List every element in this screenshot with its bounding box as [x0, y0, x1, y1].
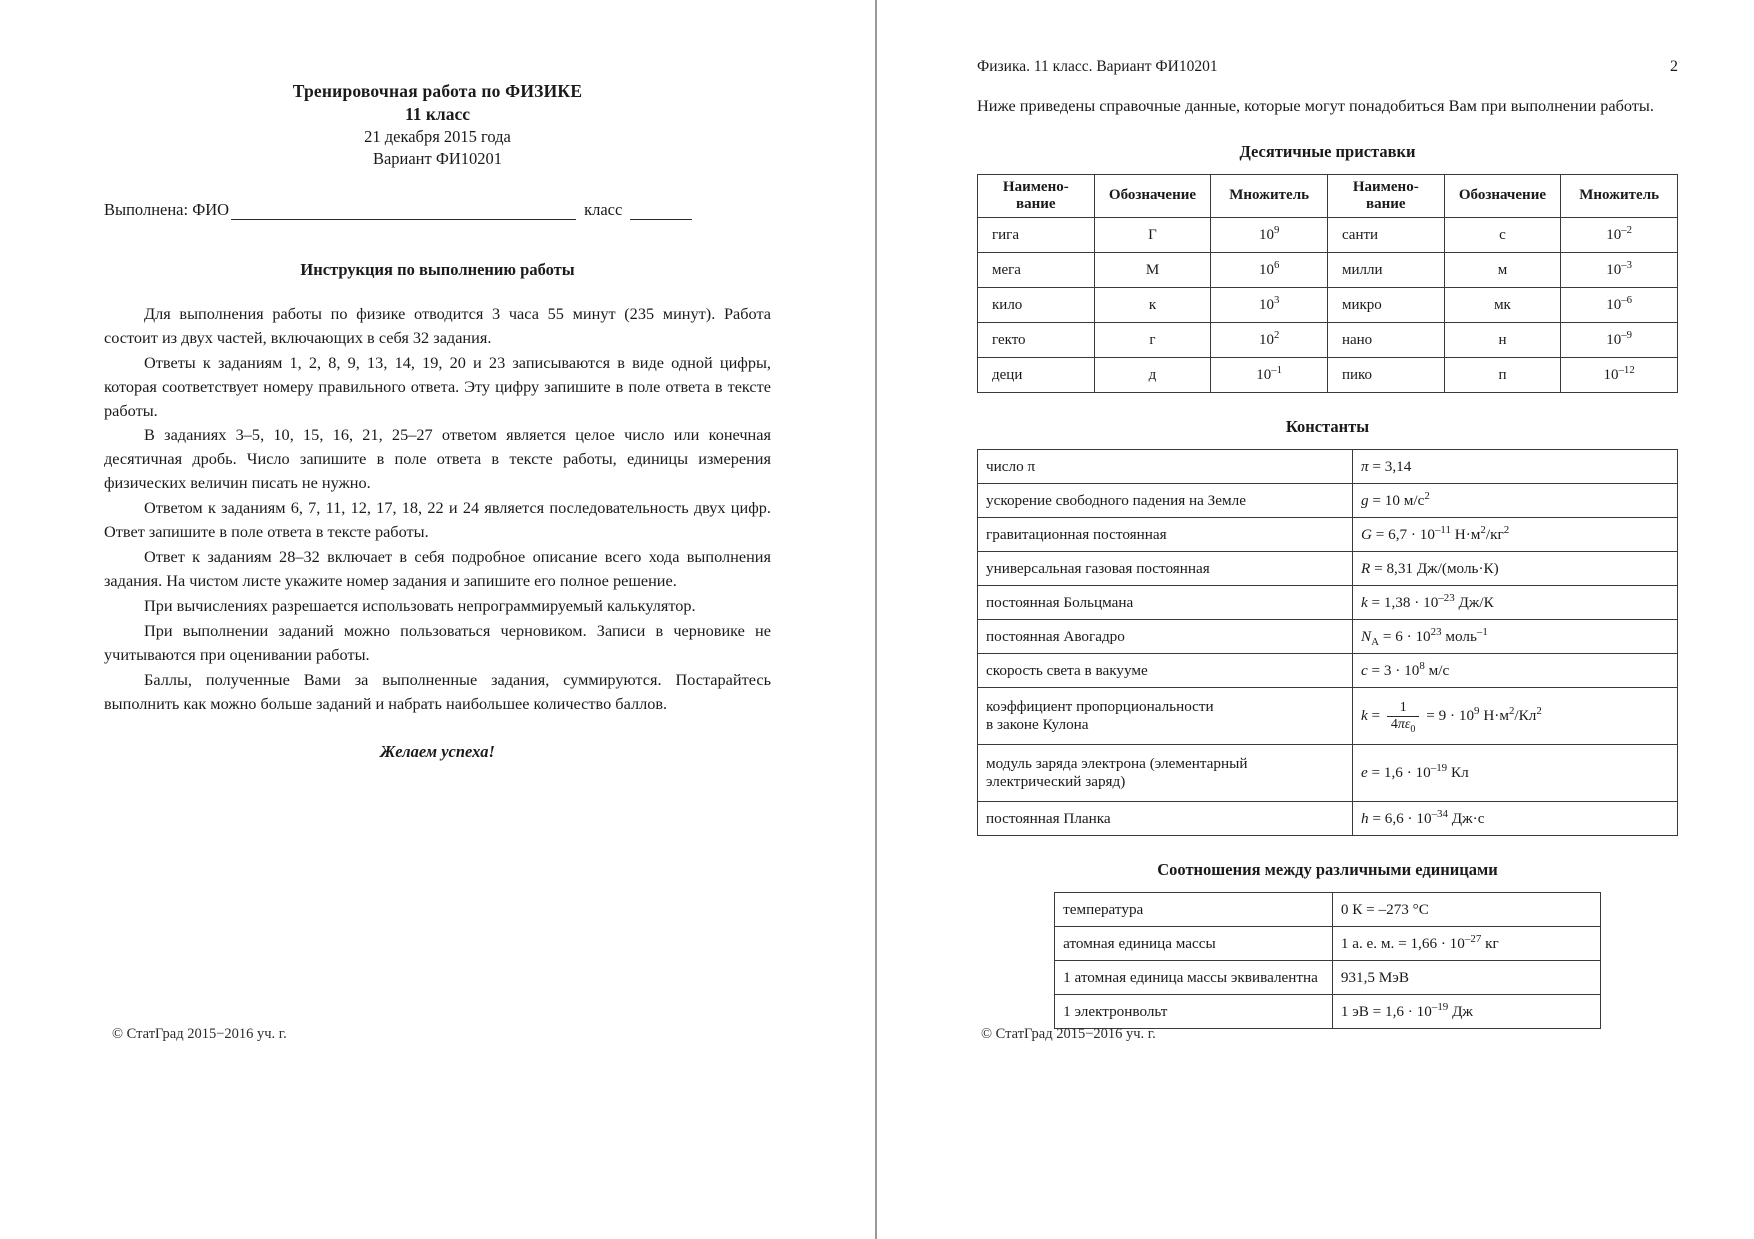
- prefix-name: кило: [978, 288, 1095, 323]
- table-row: [978, 218, 1678, 253]
- table-row: [978, 620, 1678, 654]
- prefix-name: санти: [1327, 218, 1444, 253]
- prefix-name: пико: [1327, 358, 1444, 393]
- prefix-name: микро: [1327, 288, 1444, 323]
- wish-text: Желаем успеха!: [380, 741, 495, 761]
- prefix-symbol: к: [1094, 288, 1211, 323]
- prefix-name: гекто: [978, 323, 1095, 358]
- table-row: [978, 552, 1678, 586]
- table-row: [978, 450, 1678, 484]
- prefix-multiplier: $10^{-3}$: [1561, 253, 1678, 288]
- table-row: [978, 654, 1678, 688]
- col-name-1: Наимено- вание: [978, 174, 1095, 218]
- table-row: [1055, 995, 1601, 1029]
- class-input-rule[interactable]: [630, 206, 692, 220]
- constant-value: $e = 1,6 \cdot 10^{-19}$ Кл: [1353, 745, 1678, 802]
- prefix-symbol: г: [1094, 323, 1211, 358]
- relations-table: [1054, 892, 1601, 1029]
- prefix-name: деци: [978, 358, 1095, 393]
- constant-label: коэффициент пропорциональности в законе Кулона: [978, 688, 1353, 745]
- instruction-paragraph: Ответ к заданиям 28–32 включает в себя подробное описание всего хода выполнения задания. На чистом листе укажите номер задания и запишите его полное решение.: [104, 547, 771, 591]
- prefix-symbol: м: [1444, 253, 1561, 288]
- instruction-paragraph: При выполнении заданий можно пользоваться черновиком. Записи в черновике не учитываются при оценивании работы.: [104, 621, 771, 665]
- prefix-multiplier: $10^{-2}$: [1561, 218, 1678, 253]
- prefix-multiplier: $10^3$: [1211, 288, 1328, 323]
- constant-value: $c = 3 \cdot 10^8$ м/с: [1353, 654, 1678, 688]
- col-multiplier-2: Множитель: [1561, 174, 1678, 218]
- instruction-paragraph: При вычислениях разрешается использовать непрограммируемый калькулятор.: [144, 596, 696, 616]
- prefix-symbol: М: [1094, 253, 1211, 288]
- table-row: [1055, 927, 1601, 961]
- prefix-name: милли: [1327, 253, 1444, 288]
- title-block: [104, 80, 771, 170]
- constant-label: постоянная Больцмана: [978, 586, 1353, 620]
- instruction-paragraph: Для выполнения работы по физике отводится 3 часа 55 минут (235 минут). Работа состоит из двух частей, включающих в себя 32 задания.: [104, 303, 771, 347]
- table-row: [1055, 893, 1601, 927]
- col-multiplier-1: Множитель: [1211, 174, 1328, 218]
- relation-label: атомная единица массы: [1055, 927, 1333, 961]
- relation-label: температура: [1055, 893, 1333, 927]
- title-class: 11 класс: [404, 104, 471, 125]
- fio-input-rule[interactable]: [231, 206, 576, 220]
- constant-value: $N_A = 6 \cdot 10^{23}$ моль$^{-1}$: [1353, 620, 1678, 654]
- constant-label: постоянная Планка: [978, 802, 1353, 836]
- relation-label: 1 электронвольт: [1055, 995, 1333, 1029]
- col-symbol-1: Обозначение: [1094, 174, 1211, 218]
- instruction-heading: Инструкция по выполнению работы: [300, 259, 575, 279]
- instruction-paragraph: Ответом к заданиям 6, 7, 11, 12, 17, 18, 22 и 24 является последовательность двух цифр. Ответ запишите в поле ответа в тексте работы.: [104, 498, 771, 542]
- table-row: [978, 253, 1678, 288]
- prefix-multiplier: $10^6$: [1211, 253, 1328, 288]
- table-row: [1055, 961, 1601, 995]
- footer-left: © СтатГрад 2015−2016 уч. г.: [112, 1026, 287, 1042]
- constant-label: ускорение свободного падения на Земле: [978, 484, 1353, 518]
- table-header-row: [978, 174, 1678, 218]
- prefix-multiplier: $10^2$: [1211, 323, 1328, 358]
- constant-label: скорость света в вакууме: [978, 654, 1353, 688]
- constants-table: [977, 449, 1678, 836]
- col-symbol-2: Обозначение: [1444, 174, 1561, 218]
- prefix-name: гига: [978, 218, 1095, 253]
- fio-label: Выполнена: ФИО: [104, 199, 230, 219]
- constant-label: универсальная газовая постоянная: [978, 552, 1353, 586]
- prefix-symbol: н: [1444, 323, 1561, 358]
- prefix-multiplier: $10^{-9}$: [1561, 323, 1678, 358]
- table-row: [978, 358, 1678, 393]
- page-number: 2: [1670, 58, 1678, 75]
- constant-value: $k = 1,38 \cdot 10^{-23}$ Дж/К: [1353, 586, 1678, 620]
- table-row: [978, 745, 1678, 802]
- table-row: [978, 323, 1678, 358]
- prefix-multiplier: $10^9$: [1211, 218, 1328, 253]
- prefix-symbol: п: [1444, 358, 1561, 393]
- prefix-multiplier: $10^{-6}$: [1561, 288, 1678, 323]
- constant-label: постоянная Авогадро: [978, 620, 1353, 654]
- prefix-symbol: мк: [1444, 288, 1561, 323]
- title-date: 21 декабря 2015 года: [364, 127, 511, 147]
- table-row: [978, 802, 1678, 836]
- table-row: [978, 688, 1678, 745]
- instruction-body: [104, 302, 771, 716]
- prefix-name: мега: [978, 253, 1095, 288]
- constant-value: π = 3,14: [1353, 450, 1678, 484]
- prefix-name: нано: [1327, 323, 1444, 358]
- footer-right: © СтатГрад 2015−2016 уч. г.: [981, 1026, 1156, 1042]
- constants-heading: Константы: [1285, 417, 1370, 437]
- prefix-symbol: д: [1094, 358, 1211, 393]
- table-row: [978, 586, 1678, 620]
- table-row: [978, 484, 1678, 518]
- prefix-multiplier: $10^{-1}$: [1211, 358, 1328, 393]
- col-name-2: Наимено- вание: [1327, 174, 1444, 218]
- running-header: [977, 58, 1678, 76]
- constant-label: гравитационная постоянная: [978, 518, 1353, 552]
- decimal-prefixes-table: [977, 174, 1678, 394]
- prefix-multiplier: $10^{-12}$: [1561, 358, 1678, 393]
- constant-label: модуль заряда электрона (элементарный электрический заряд): [978, 745, 1353, 802]
- instruction-paragraph: Баллы, полученные Вами за выполненные задания, суммируются. Постарайтесь выполнить как можно больше заданий и набрать наибольшее количество баллов.: [104, 670, 771, 713]
- instruction-paragraph: В заданиях 3–5, 10, 15, 16, 21, 25–27 ответом является целое число или конечная десятичная дробь. Число запишите в поле ответа в тексте работы, единицы измерения физических величин писать не нужно.: [104, 425, 771, 493]
- relation-value: 931,5 МэВ: [1332, 961, 1600, 995]
- class-label: класс: [584, 199, 623, 219]
- relation-label: 1 атомная единица массы эквивалентна: [1055, 961, 1333, 995]
- intro-text: Ниже приведены справочные данные, которые могут понадобиться Вам при выполнении работы.: [977, 96, 1654, 115]
- fio-line: [104, 200, 771, 220]
- constant-label: число π: [978, 450, 1353, 484]
- constant-value: R = 8,31 Дж/(моль·К): [1353, 552, 1678, 586]
- relation-value: 1 а. е. м. = $1,66 \cdot 10^{-27}$ кг: [1332, 927, 1600, 961]
- prefixes-heading: Десятичные приставки: [1239, 141, 1416, 161]
- prefix-symbol: с: [1444, 218, 1561, 253]
- relations-heading: Соотношения между различными единицами: [1157, 860, 1498, 880]
- constant-value: k = $\frac{1}{4\pi\varepsilon_0}$ = $9 \cdot 10^9$ $Н\cdot м^2/Кл^2$: [1353, 688, 1678, 745]
- page-title: Тренировочная работа по ФИЗИКЕ: [292, 81, 583, 101]
- table-row: [978, 518, 1678, 552]
- instruction-paragraph: Ответы к заданиям 1, 2, 8, 9, 13, 14, 19, 20 и 23 записываются в виде одной цифры, которая соответствует номеру правильного ответа. Эту цифру запишите в поле ответа в тексте работы.: [104, 352, 771, 420]
- running-header-title: Физика. 11 класс. Вариант ФИ10201: [977, 58, 1218, 75]
- prefix-symbol: Г: [1094, 218, 1211, 253]
- relation-value: 1 эВ = $1,6 \cdot 10^{-19}$ Дж: [1332, 995, 1600, 1029]
- constant-value: $h = 6,6 \cdot 10^{-34}$ Дж·с: [1353, 802, 1678, 836]
- title-variant: Вариант ФИ10201: [372, 148, 503, 168]
- page-right: [877, 0, 1754, 1239]
- relation-value: 0 К = –273 °С: [1332, 893, 1600, 927]
- constant-value: $G = 6,7 \cdot 10^{-11}$ $Н\cdot м^2/кг^2$: [1353, 518, 1678, 552]
- constant-value: g = 10 $м/с^2$: [1353, 484, 1678, 518]
- table-row: [978, 288, 1678, 323]
